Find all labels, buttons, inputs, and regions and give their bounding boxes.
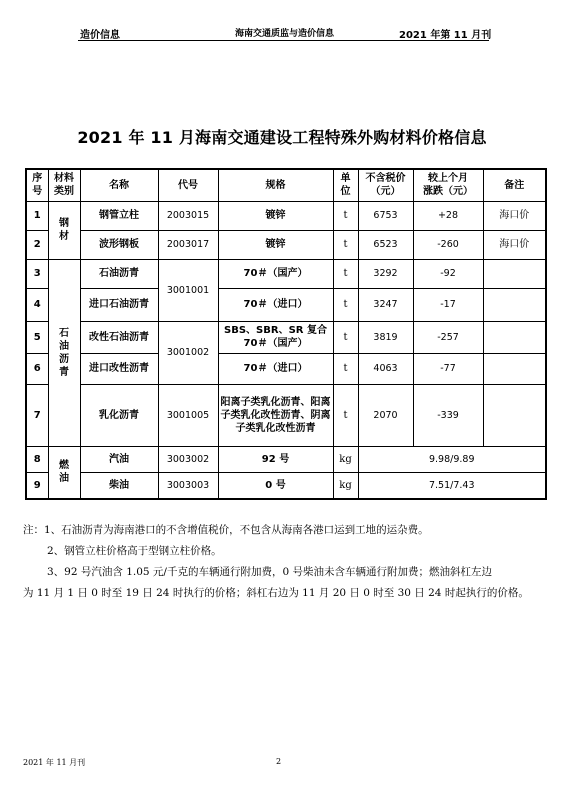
header-category: 材料 类别 — [48, 169, 80, 201]
cell-spec: 0 号 — [218, 472, 333, 499]
cell-name: 石油沥青 — [80, 259, 158, 288]
notes — [23, 520, 543, 604]
cell-code: 2003017 — [158, 230, 218, 259]
header-seq: 序 号 — [26, 169, 48, 201]
cell-seq: 1 — [26, 201, 48, 230]
table-header-row — [26, 169, 546, 201]
cell-spec: 70＃（进口） — [218, 353, 333, 384]
cell-unit: kg — [333, 446, 358, 472]
header-spec: 规格 — [218, 169, 333, 201]
cell-seq: 3 — [26, 259, 48, 288]
cell-code: 2003015 — [158, 201, 218, 230]
cell-spec: 镀锌 — [218, 230, 333, 259]
cell-change: -339 — [413, 384, 483, 446]
cell-spec: 镀锌 — [218, 201, 333, 230]
category-asphalt: 石 油 沥 青 — [48, 259, 80, 446]
header-right: 2021 年第 11 月刊 — [399, 30, 492, 41]
table-row — [26, 446, 546, 472]
table-row — [26, 472, 546, 499]
header-price: 不含税价 （元） — [358, 169, 413, 201]
cell-price: 6523 — [358, 230, 413, 259]
cell-name: 乳化沥青 — [80, 384, 158, 446]
cell-seq: 9 — [26, 472, 48, 499]
cell-remark: 海口价 — [483, 201, 546, 230]
note-3-continued: 为 11 月 1 日 0 时至 19 日 24 时执行的价格；斜杠右边为 11 月 20 日 0 时至 30 日 24 时起执行的价格。 — [23, 587, 529, 599]
category-fuel: 燃 油 — [48, 446, 80, 499]
cell-price: 3819 — [358, 321, 413, 353]
cell-remark — [483, 353, 546, 384]
table-row — [26, 230, 546, 259]
cell-name: 进口改性沥青 — [80, 353, 158, 384]
header-remark: 备注 — [483, 169, 546, 201]
cell-unit: t — [333, 288, 358, 321]
cell-change: -257 — [413, 321, 483, 353]
cell-seq: 4 — [26, 288, 48, 321]
cell-spec: 70＃（国产） — [218, 259, 333, 288]
table-row — [26, 353, 546, 384]
header-code: 代号 — [158, 169, 218, 201]
header-middle: 海南交通质监与造价信息 — [235, 29, 335, 39]
note-2: 2、钢管立柱价格高于型钢立柱价格。 — [47, 545, 222, 557]
table-row — [26, 384, 546, 446]
cell-code: 3001005 — [158, 384, 218, 446]
category-steel: 钢 材 — [48, 201, 80, 259]
cell-seq: 7 — [26, 384, 48, 446]
cell-change: -17 — [413, 288, 483, 321]
note-1: 注：1、石油沥青为海南港口的不含增值税价，不包含从海南各港口运到工地的运杂费。 — [23, 524, 429, 536]
cell-spec: 70＃（进口） — [218, 288, 333, 321]
cell-price-change: 9.98/9.89 — [358, 446, 546, 472]
cell-unit: t — [333, 259, 358, 288]
cell-spec: 92 号 — [218, 446, 333, 472]
cell-price: 2070 — [358, 384, 413, 446]
header-rule — [78, 40, 489, 41]
price-table — [25, 168, 547, 500]
cell-price: 4063 — [358, 353, 413, 384]
cell-spec: 阳离子类乳化沥青、阳离子类乳化改性沥青、阴离子类乳化改性沥青 — [218, 384, 333, 446]
cell-code: 3003002 — [158, 446, 218, 472]
cell-unit: t — [333, 353, 358, 384]
header-left: 造价信息 — [80, 30, 120, 41]
cell-remark: 海口价 — [483, 230, 546, 259]
cell-name: 进口石油沥青 — [80, 288, 158, 321]
cell-price-change: 7.51/7.43 — [358, 472, 546, 499]
note-3: 3、92 号汽油含 1.05 元/千克的车辆通行附加费，0 号柴油未含车辆通行附加费；燃油斜杠左边 — [47, 566, 492, 578]
cell-unit: t — [333, 384, 358, 446]
cell-price: 6753 — [358, 201, 413, 230]
cell-code-merged: 3001002 — [158, 321, 218, 384]
header-name: 名称 — [80, 169, 158, 201]
cell-change: -92 — [413, 259, 483, 288]
cell-change: +28 — [413, 201, 483, 230]
cell-name: 汽油 — [80, 446, 158, 472]
table-row — [26, 288, 546, 321]
cell-name: 柴油 — [80, 472, 158, 499]
cell-spec: SBS、SBR、SR 复合 70＃（国产） — [218, 321, 333, 353]
page-title: 2021 年 11 月海南交通建设工程特殊外购材料价格信息 — [77, 128, 487, 147]
cell-remark — [483, 321, 546, 353]
cell-name: 钢管立柱 — [80, 201, 158, 230]
cell-name: 改性石油沥青 — [80, 321, 158, 353]
cell-name: 波形钢板 — [80, 230, 158, 259]
cell-code-merged: 3001001 — [158, 259, 218, 321]
cell-unit: kg — [333, 472, 358, 499]
cell-seq: 8 — [26, 446, 48, 472]
cell-seq: 5 — [26, 321, 48, 353]
header-unit: 单 位 — [333, 169, 358, 201]
table-row — [26, 259, 546, 288]
table-row — [26, 201, 546, 230]
cell-unit: t — [333, 201, 358, 230]
footer-issue: 2021 年 11 月刊 — [23, 758, 86, 767]
cell-remark — [483, 259, 546, 288]
table-row — [26, 321, 546, 353]
cell-code: 3003003 — [158, 472, 218, 499]
cell-price: 3292 — [358, 259, 413, 288]
cell-change: -260 — [413, 230, 483, 259]
header-change: 较上个月 涨跌（元） — [413, 169, 483, 201]
cell-seq: 6 — [26, 353, 48, 384]
cell-remark — [483, 384, 546, 446]
cell-price: 3247 — [358, 288, 413, 321]
cell-unit: t — [333, 230, 358, 259]
cell-change: -77 — [413, 353, 483, 384]
page-number: 2 — [276, 757, 282, 766]
cell-unit: t — [333, 321, 358, 353]
cell-seq: 2 — [26, 230, 48, 259]
cell-remark — [483, 288, 546, 321]
